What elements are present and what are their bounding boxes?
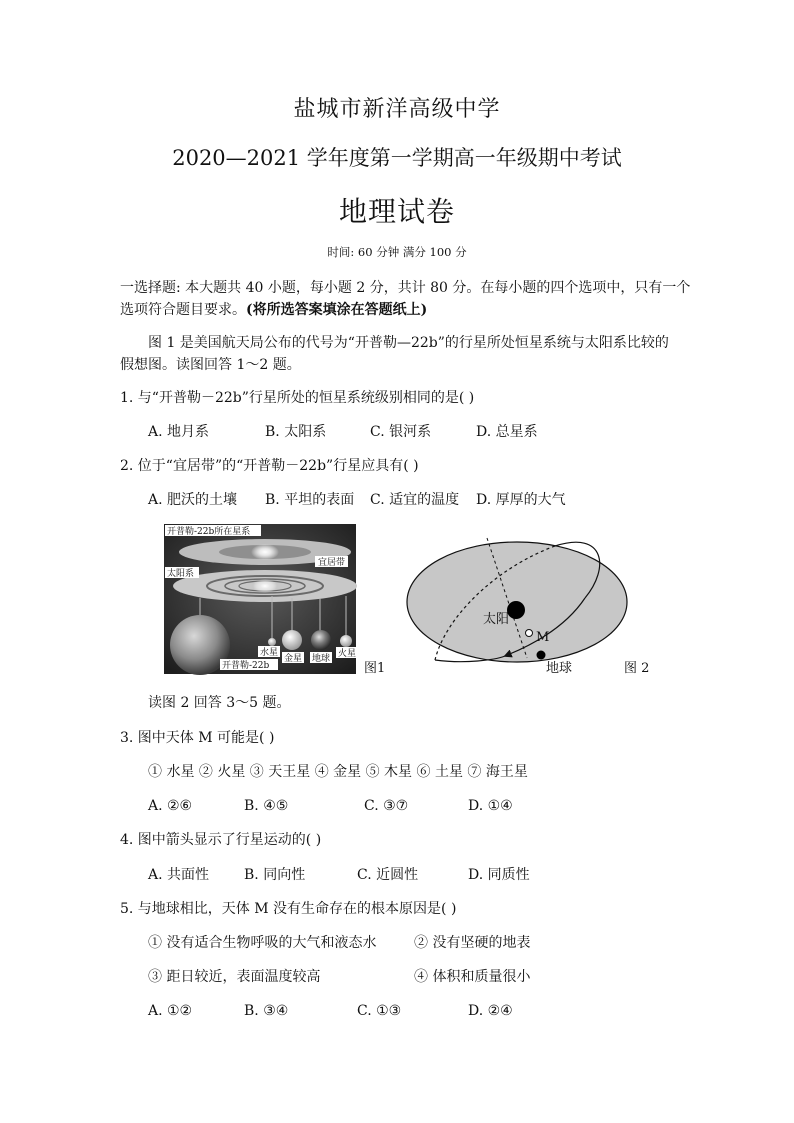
q2-option-a: A. 肥沃的土壤 bbox=[148, 492, 238, 508]
earth-label: 地球 bbox=[546, 661, 573, 676]
q4-option-b: B. 同向性 bbox=[244, 867, 306, 883]
earth-label: 地球 bbox=[312, 654, 331, 664]
q2-option-d: D. 厚厚的大气 bbox=[476, 492, 566, 508]
intro2: 读图 2 回答 3～5 题。 bbox=[148, 695, 291, 711]
instructions-note: (将所选答案填涂在答题纸上) bbox=[246, 302, 428, 318]
q2-option-c: C. 适宜的温度 bbox=[370, 492, 460, 508]
intro1-line1: 图 1 是美国航天局公布的代号为“开普勒—22b”的行星所处恒星系统与太阳系比较的 bbox=[148, 335, 669, 351]
sun-star bbox=[253, 579, 277, 593]
earth-body bbox=[537, 651, 546, 660]
earth-planet bbox=[311, 630, 331, 650]
q5-choice-1: ① 没有适合生物呼吸的大气和液态水 bbox=[148, 935, 377, 951]
q1-option-a: A. 地月系 bbox=[148, 424, 210, 440]
habitable-label: 宜居带 bbox=[318, 558, 346, 568]
q5-choice-4: ④ 体积和质量很小 bbox=[414, 969, 531, 985]
q4-option-c: C. 近圆性 bbox=[357, 867, 419, 883]
instructions-line1: 一选择题: 本大题共 40 小题，每小题 2 分，共计 80 分。在每小题的四个选项中，只有一个 bbox=[120, 280, 691, 296]
instructions-line2 bbox=[120, 299, 427, 321]
kepler-system-label: 开普勒-22b所在星系 bbox=[167, 527, 251, 537]
q4-option-a: A. 共面性 bbox=[148, 867, 210, 883]
q3-option-b: B. ④⑤ bbox=[244, 798, 289, 814]
q2-stem: 2. 位于“宜居带”的“开普勒－22b”行星应具有( ) bbox=[120, 458, 419, 474]
q4-option-d: D. 同质性 bbox=[468, 867, 530, 883]
time-info: 时间: 60 分钟 满分 100 分 bbox=[327, 245, 467, 259]
q5-option-c: C. ①③ bbox=[357, 1003, 402, 1019]
q5-option-d: D. ②④ bbox=[468, 1003, 513, 1019]
q1-option-c: C. 银河系 bbox=[370, 424, 432, 440]
q5-choice-3: ③ 距日较近，表面温度较高 bbox=[148, 969, 321, 985]
subject-title: 地理试卷 bbox=[338, 195, 455, 228]
q1-option-b: B. 太阳系 bbox=[265, 424, 327, 440]
m-label: M bbox=[536, 630, 550, 645]
mercury-label: 水星 bbox=[260, 648, 279, 658]
venus-planet bbox=[282, 630, 302, 650]
body-m bbox=[526, 630, 533, 637]
sun-body bbox=[507, 601, 525, 619]
mercury-planet bbox=[268, 638, 276, 646]
q3-option-c: C. ③⑦ bbox=[364, 798, 409, 814]
mars-label: 火星 bbox=[338, 649, 357, 659]
q5-stem: 5. 与地球相比，天体 M 没有生命存在的根本原因是( ) bbox=[120, 901, 457, 917]
venus-label: 金星 bbox=[284, 654, 303, 664]
school-name: 盐城市新洋高级中学 bbox=[293, 97, 501, 122]
q1-option-d: D. 总星系 bbox=[476, 424, 538, 440]
q5-choice-2: ② 没有坚硬的地表 bbox=[414, 935, 531, 951]
solar-label: 太阳系 bbox=[167, 569, 195, 579]
q4-stem: 4. 图中箭头显示了行星运动的( ) bbox=[120, 832, 322, 848]
figure2-orbit-diagram bbox=[405, 528, 665, 680]
q3-option-d: D. ①④ bbox=[468, 798, 513, 814]
figure1-star-system-comparison bbox=[160, 520, 400, 678]
q2-option-b: B. 平坦的表面 bbox=[265, 492, 355, 508]
kepler-label: 开普勒-22b bbox=[222, 661, 270, 671]
sun-label: 太阳 bbox=[483, 612, 510, 627]
figure1-caption: 图1 bbox=[364, 661, 386, 676]
exam-title: 2020—2021 学年度第一学期高一年级期中考试 bbox=[172, 146, 622, 170]
kepler-star bbox=[251, 544, 279, 560]
q3-stem: 3. 图中天体 M 可能是( ) bbox=[120, 730, 275, 746]
instructions-text: 选项符合题目要求。 bbox=[120, 302, 246, 318]
q5-option-a: A. ①② bbox=[148, 1003, 193, 1019]
figure2-caption: 图 2 bbox=[624, 661, 650, 676]
q3-option-a: A. ②⑥ bbox=[148, 798, 193, 814]
q5-option-b: B. ③④ bbox=[244, 1003, 289, 1019]
mars-planet bbox=[340, 635, 352, 647]
intro1-line2: 假想图。读图回答 1～2 题。 bbox=[120, 357, 301, 373]
q1-stem: 1. 与“开普勒－22b”行星所处的恒星系统级别相同的是( ) bbox=[120, 390, 475, 406]
q3-choices: ① 水星 ② 火星 ③ 天王星 ④ 金星 ⑤ 木星 ⑥ 土星 ⑦ 海王星 bbox=[148, 764, 528, 780]
